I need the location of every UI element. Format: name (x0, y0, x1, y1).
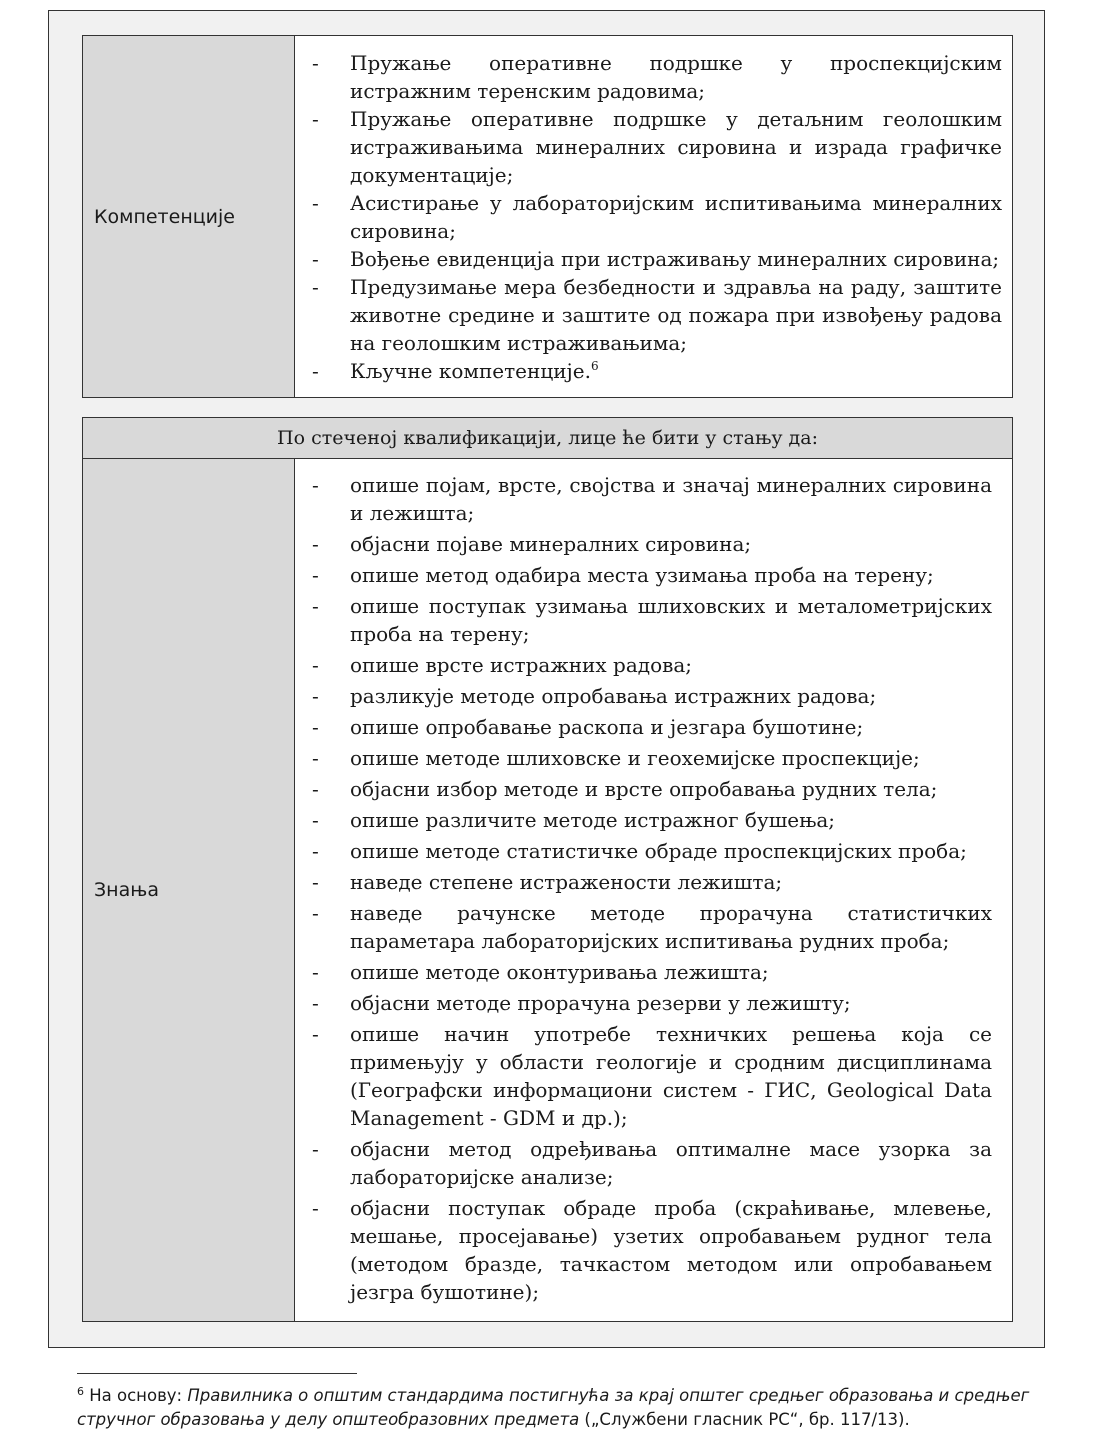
list-item (312, 245, 1002, 273)
dash-bullet: - (312, 51, 319, 75)
dash-bullet: - (312, 715, 319, 739)
competencies-list (295, 36, 1012, 397)
list-item-text: разликује методе опробавања истражних радова; (350, 684, 877, 708)
list-item-text: опише методе оконтуривања лежишта; (350, 960, 769, 984)
list-item (312, 682, 992, 710)
dash-bullet: - (312, 746, 319, 770)
dash-bullet: - (312, 1137, 319, 1161)
list-item (312, 744, 992, 772)
dash-bullet: - (312, 191, 319, 215)
dash-bullet: - (312, 777, 319, 801)
list-item-text: опише методе шлиховске и геохемијске проспекције; (350, 746, 920, 770)
list-item-text: објасни методе прорачуна резерви у лежишту; (350, 991, 851, 1015)
list-item (312, 357, 1002, 385)
list-item (312, 273, 1002, 357)
footnote-prefix: На основу: (89, 1386, 188, 1405)
dash-bullet: - (312, 247, 319, 271)
footnote-divider (77, 1373, 357, 1374)
list-item-text: наведе рачунске методе прорачуна статистичких параметара лабораторијских испитивања рудних проба; (350, 901, 992, 953)
list-item (312, 189, 1002, 245)
list-item-text: опише појам, врсте, својства и значај минералних сировина и лежишта; (350, 473, 992, 525)
dash-bullet: - (312, 653, 319, 677)
footnote-title: Правилника о општим стандардима постигнућа за крај општег средњег образовања и средњег стручног образовања у делу општеобразовних предмета (77, 1386, 1030, 1429)
competencies-label: Компетенције (83, 36, 295, 398)
list-item-text: опише метод одабира места узимања проба на терену; (350, 563, 934, 587)
dash-bullet: - (312, 1022, 319, 1046)
list-item (312, 651, 992, 679)
dash-bullet: - (312, 1196, 319, 1220)
list-item-text: Пружање оперативне подршке у детаљним геолошким истраживањима минералних сировина и израда графичке документације; (350, 107, 1002, 187)
dash-bullet: - (312, 808, 319, 832)
dash-bullet: - (312, 960, 319, 984)
list-item (312, 561, 992, 589)
list-item-text: опише различите методе истражног бушења; (350, 808, 836, 832)
list-item (312, 837, 992, 865)
dash-bullet: - (312, 684, 319, 708)
footnote (77, 1384, 1037, 1432)
list-item (312, 471, 992, 527)
list-item-text: објасни поступак обраде проба (скраћивање, млевење, мешање, просејавање) узетих опробавањем рудног тела (методом бразде, тачкастом методом или опробавањем језгра бушотине); (350, 1196, 992, 1304)
dash-bullet: - (312, 107, 319, 131)
dash-bullet: - (312, 901, 319, 925)
qualification-table (82, 417, 1013, 1322)
qualification-header: По стеченој квалификацији, лице ће бити у стању да: (83, 418, 1013, 459)
list-item (312, 49, 1002, 105)
list-item-text: опише методе статистичке обраде проспекцијских проба; (350, 839, 967, 863)
dash-bullet: - (312, 991, 319, 1015)
list-item-text: Кључне компетенције. (350, 359, 591, 383)
knowledge-label: Знања (83, 459, 295, 1322)
list-item-text: опише опробавање раскопа и језгара бушотине; (350, 715, 864, 739)
list-item-text: објасни метод одређивања оптималне масе узорка за лабораторијске анализе; (350, 1137, 992, 1189)
footnote-reference: 6 (590, 359, 599, 373)
list-item-text: Предузимање мера безбедности и здравља на раду, заштите животне средине и заштите од пожара при извођењу радова на геолошким истраживањима; (350, 275, 1002, 355)
dash-bullet: - (312, 594, 319, 618)
list-item (312, 868, 992, 896)
list-item-text: објасни појаве минералних сировина; (350, 532, 752, 556)
list-item (312, 775, 992, 803)
list-item (312, 899, 992, 955)
list-item-text: објасни избор методе и врсте опробавања рудних тела; (350, 777, 938, 801)
dash-bullet: - (312, 275, 319, 299)
list-item (312, 1194, 992, 1306)
list-item-text: наведе степене истражености лежишта; (350, 870, 783, 894)
list-item (312, 592, 992, 648)
dash-bullet: - (312, 473, 319, 497)
list-item (312, 958, 992, 986)
list-item (312, 1020, 992, 1132)
footnote-suffix: („Службени гласник РС“, бр. 117/13). (579, 1410, 910, 1429)
knowledge-content (295, 459, 1013, 1322)
dash-bullet: - (312, 359, 319, 383)
list-item-text: Пружање оперативне подршке у проспекцијским истражним теренским радовима; (350, 51, 1002, 103)
list-item-text: Асистирање у лабораторијским испитивањима минералних сировина; (350, 191, 1002, 243)
list-item (312, 989, 992, 1017)
dash-bullet: - (312, 839, 319, 863)
list-item-text: Вођење евиденција при истраживању минералних сировина; (350, 247, 1000, 271)
list-item (312, 1135, 992, 1191)
list-item (312, 105, 1002, 189)
list-item (312, 713, 992, 741)
list-item-text: опише врсте истражних радова; (350, 653, 693, 677)
knowledge-list (295, 459, 1012, 1321)
list-item (312, 530, 992, 558)
dash-bullet: - (312, 870, 319, 894)
dash-bullet: - (312, 532, 319, 556)
competencies-content (295, 36, 1013, 398)
list-item (312, 806, 992, 834)
list-item-text: опише начин употребе техничких решења која се примењују у области геологије и сродним дисциплинама (Географски информациони систем - ГИС, Geological Data Management - GDM и др.); (350, 1022, 992, 1130)
dash-bullet: - (312, 563, 319, 587)
footnote-number: 6 (77, 1385, 84, 1398)
competencies-table (82, 35, 1013, 398)
list-item-text: опише поступак узимања шлиховских и металометријских проба на терену; (350, 594, 992, 646)
